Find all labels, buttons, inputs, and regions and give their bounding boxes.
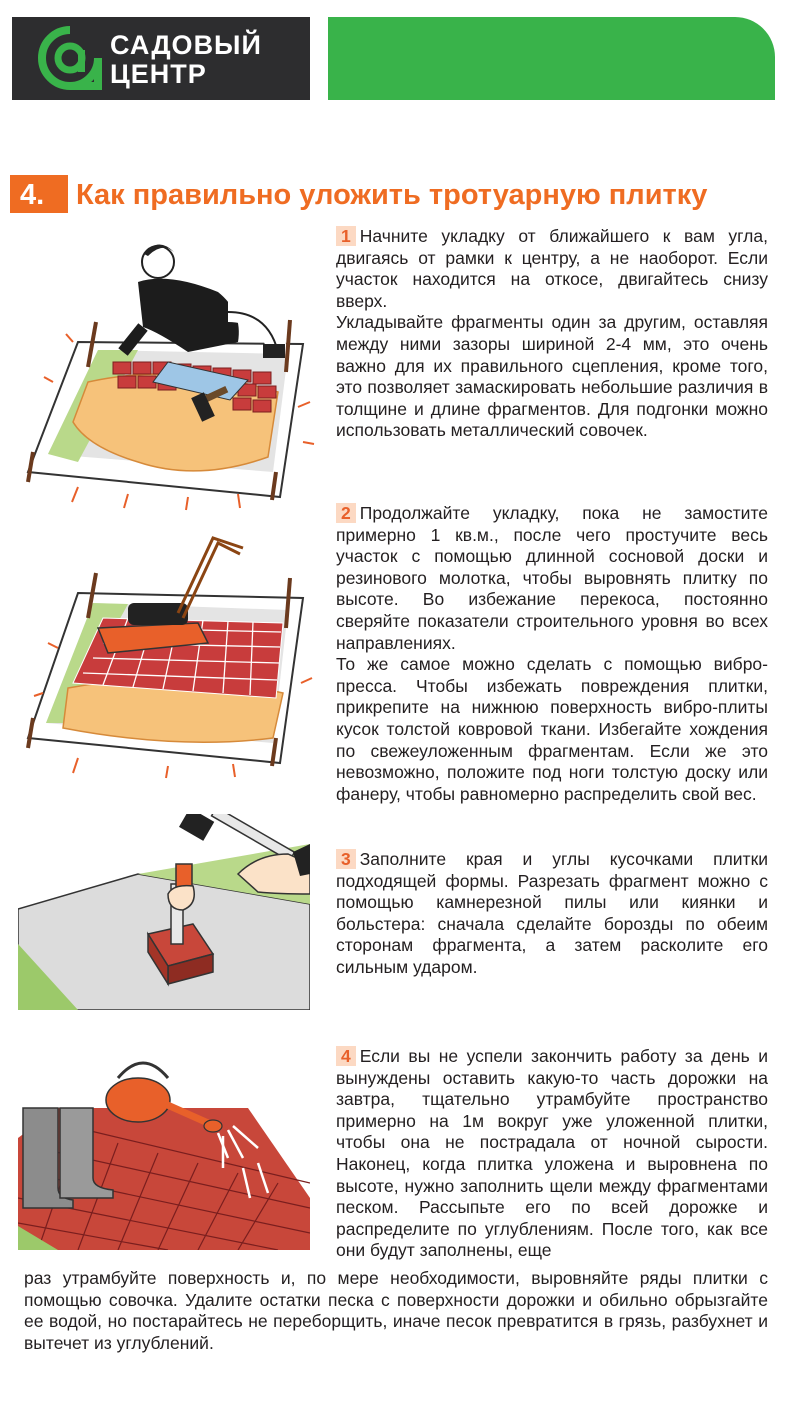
- worker-laying-tiles-illustration: [18, 232, 316, 512]
- brand-name: [110, 31, 262, 89]
- step-1-text: [336, 226, 768, 442]
- step-1-paragraph-2: Укладывайте фрагменты один за другим, оставляя между ними зазоры шириной 2-4 мм, это очень важно для их правильного сцепления, кроме того, это позволяет замаскировать небольшие различия в толщине и длине фрагментов. Для подгонки можно использовать металлический совочек.: [336, 312, 768, 441]
- watering-can-sprinkling-illustration: [18, 1048, 310, 1250]
- step-text: Если вы не успели закончить работу за день и вынуждены оставить какую-то часть дорожки на завтра, тщательно утрамбуйте пространство примерно на 1м вокруг уже уложенной плитки, чтобы она не пострадала от ночной сырости. Наконец, когда плитка уложена и выровнена по высоте, нужно заполнить щели между фрагментами песком. Рассыпьте его по всей дорожке и распределите по углублениям. После того, как все они будут заполнены, еще: [336, 1046, 768, 1261]
- hammer-and-bolster-cutting-illustration: [18, 814, 310, 1010]
- garden-center-logo-icon: [38, 26, 102, 90]
- section-number: 4.: [20, 179, 45, 211]
- step-2-paragraph-1: [336, 503, 768, 654]
- step-4-text: [336, 1046, 768, 1262]
- step-2-text: [336, 503, 768, 805]
- brand-logo: [12, 17, 310, 100]
- section-title-box: [68, 175, 784, 213]
- step-3-paragraph-1: [336, 849, 768, 979]
- step-text: Продолжайте укладку, пока не замостите примерно 1 кв.м., после чего простучите весь участок с помощью длинной сосновой доски и резинового молотка, чтобы выровнять плитку по высоте. Во избежание перекоса, постоянно сверяйте показатели строительного уровня во всех направлениях.: [336, 503, 768, 653]
- step-4-continuation: [24, 1268, 768, 1354]
- step-badge: 3: [336, 849, 356, 869]
- section-title: Как правильно уложить тротуарную плитку: [76, 179, 708, 211]
- brand-line1: САДОВЫЙ: [110, 30, 262, 60]
- step-badge: 2: [336, 503, 356, 523]
- step-1-paragraph-1: [336, 226, 768, 312]
- step-3-text: [336, 849, 768, 979]
- step-badge: 1: [336, 226, 356, 246]
- step-4-paragraph-1: [336, 1046, 768, 1262]
- step-4-continuation-text: раз утрамбуйте поверхность и, по мере необходимости, выровняйте ряды плитки с помощью совочка. Удалите остатки песка с поверхности дорожки и обильно обрызгайте ее водой, но постарайтесь не переборщить, иначе песок превратится в грязь, разбухнет и вытечет из углублений.: [24, 1268, 768, 1353]
- step-text: Заполните края и углы кусочками плитки подходящей формы. Разрезать фрагмент можно с помощью камнерезной пилы или киянки и больстера: сначала сделайте борозды по обеим сторонам фрагмента, а затем расколите его сильным ударом.: [336, 849, 768, 977]
- step-2-paragraph-2: То же самое можно сделать с помощью вибро-пресса. Чтобы избежать повреждения плитки, прикрепите на нижнюю поверхность вибро-плиты кусок толстой ковровой ткани. Избегайте хождения по свежеуложенным фрагментам. Если же это невозможно, положите под ноги толстую доску или фанеру, чтобы равномерно распределить свой вес.: [336, 654, 768, 804]
- step-badge: 4: [336, 1046, 356, 1066]
- header-green-bar: [328, 17, 775, 100]
- vibro-plate-compactor-illustration: [18, 518, 316, 780]
- section-heading: [10, 175, 784, 213]
- brand-line2: ЦЕНТР: [110, 59, 207, 89]
- step-text: Начните укладку от ближайшего к вам угла, двигаясь от рамки к центру, а не наоборот. Если участок находится на откосе, двигайтесь снизу вверх.: [336, 226, 768, 311]
